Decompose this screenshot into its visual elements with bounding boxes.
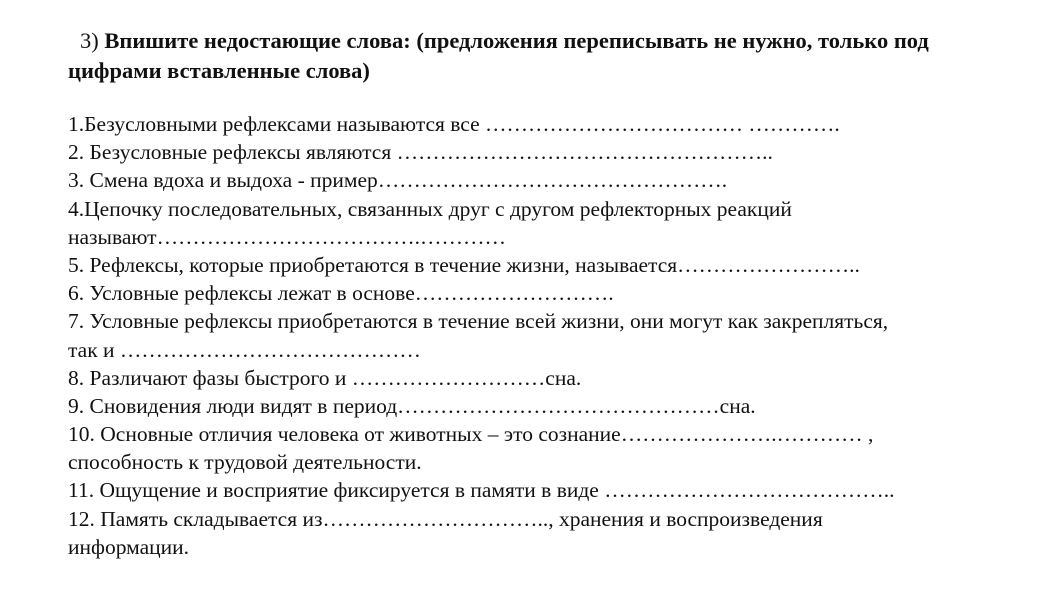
- item-11-text: 11. Ощущение и восприятие фиксируется в памяти в виде …………………………………..: [68, 478, 895, 503]
- task-title-part-2: цифрами вставленные слова): [68, 58, 370, 83]
- item-7-text-line-1: 7. Условные рефлексы приобретаются в течение всей жизни, они могут как закрепляться,: [68, 309, 889, 334]
- item-12-text-line-2: информации.: [68, 534, 190, 559]
- task-number: 3): [80, 28, 99, 53]
- task-title-part-1: Впишите недостающие слова: (предложения переписывать не нужно, только под: [104, 28, 929, 53]
- item-4-text-line-1: 4.Цепочку последовательных, связанных друг с другом рефлекторных реакций: [68, 196, 792, 221]
- item-9-text: 9. Сновидения люди видят в период………………………………………сна.: [68, 393, 756, 418]
- item-2-text: 2. Безусловные рефлексы являются ……………………………………………..: [68, 140, 773, 165]
- item-12-text-line-1: 12. Память складывается из………………………….., хранения и воспроизведения: [68, 506, 823, 531]
- item-10-text-line-1: 10. Основные отличия человека от животных – это сознание………………….………… ,: [68, 422, 874, 447]
- task-items: [68, 110, 1028, 561]
- item-6-text: 6. Условные рефлексы лежат в основе……………………….: [68, 281, 614, 306]
- item-7-text-line-2: так и ……………………………………: [68, 337, 421, 362]
- item-5-text: 5. Рефлексы, которые приобретаются в течение жизни, называется……………………..: [68, 252, 860, 277]
- item-10-text-line-2: способность к трудовой деятельности.: [68, 450, 422, 475]
- item-3-text: 3. Смена вдоха и выдоха - пример………………………………………….: [68, 168, 728, 193]
- task-heading-line-1: [68, 26, 1028, 56]
- item-1-text: 1.Безусловными рефлексами называются все ……………………………… ………….: [68, 112, 840, 136]
- item-4-text-line-2: называют……………………………….…………: [68, 224, 506, 249]
- task-heading: [68, 26, 1028, 86]
- item-8-text: 8. Различают фазы быстрого и ………………………сна.: [68, 365, 582, 390]
